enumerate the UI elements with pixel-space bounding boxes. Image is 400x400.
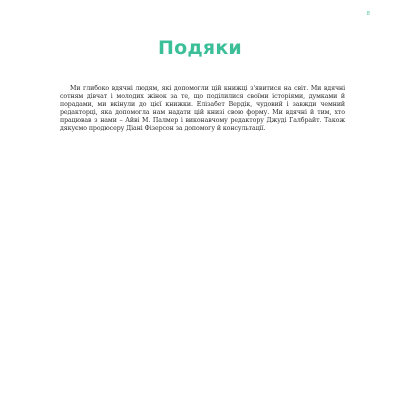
acknowledgements-body [60, 85, 345, 133]
paragraph-intro [60, 85, 345, 133]
page-number: 8 [366, 11, 370, 17]
page-title: Подяки [158, 37, 242, 59]
text-run: Ми глибоко вдячні людям, які допомогли цій книжці з'явитися на світ. Ми вдячні сотням дівчат і молодих жінок за те, що поділилися своїми історіями, думками й порадами, ми вкінули до цієї книжки. [60, 84, 345, 108]
text-run: Елізабет Вердік, чудовий і завжди чемний редакторці, яка допомогла нам надати цій книзі свою форму. Ми вдячні й тим, хто працював з нами – Айві М. Палмер і виконавчому редактору Джуді Галбрайт. Також дякуємо продюсеру Діані Фізерсон за допомогу й консультації. [60, 100, 346, 132]
